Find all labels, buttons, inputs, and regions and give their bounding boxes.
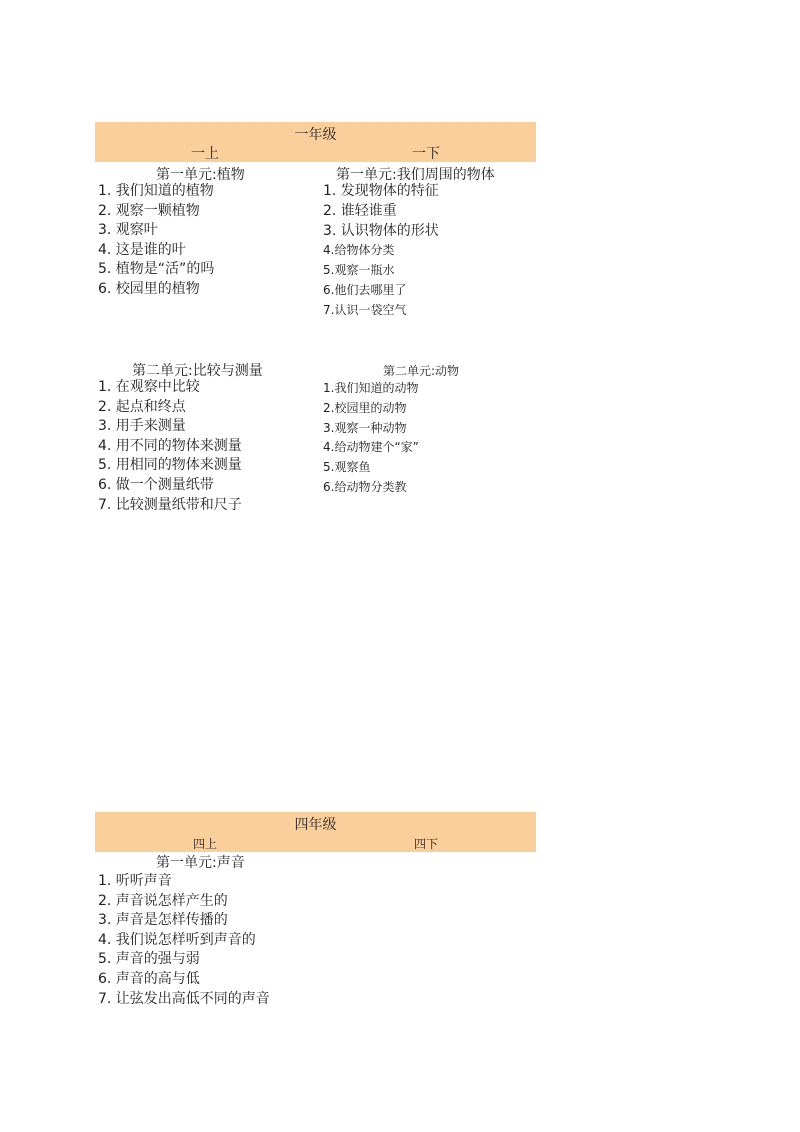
list-item: 3. 观察叶 [98,222,158,239]
grade1-left-unit2-list [98,378,242,515]
grade1-right-unit1-title: 第一单元:我们周围的物体 [336,167,495,183]
list-item: 6.给动物分类教 [323,479,407,494]
list-item: 1. 听听声音 [98,873,172,889]
grade4-term-right: 四下 [413,837,438,851]
grade1-left-unit1-title: 第一单元:植物 [156,167,245,183]
grade1-section [95,122,536,513]
grade4-section [95,812,536,1007]
grade4-left-unit1-list [98,872,270,1009]
grade1-term-left: 一上 [191,146,219,162]
list-item: 2. 谁轻谁重 [323,202,397,219]
grade1-left-unit1-list [98,182,214,300]
list-item: 1.我们知道的动物 [323,381,419,395]
grade4-title: 四年级 [294,817,337,833]
list-item: 1. 发现物体的特征 [323,183,439,199]
list-item: 2. 声音说怎样产生的 [98,892,228,909]
grade4-term-left: 四上 [192,837,217,851]
list-item: 5. 用相同的物体来测量 [98,457,242,474]
grade1-left-unit2-title: 第二单元:比较与测量 [132,363,263,379]
list-item: 7. 让弦发出高低不同的声音 [98,990,270,1007]
list-item: 6. 做一个测量纸带 [98,476,214,493]
list-item: 5.观察鱼 [323,460,371,475]
list-item: 6. 校园里的植物 [98,280,200,297]
list-item: 4. 我们说怎样听到声音的 [98,931,256,948]
list-item: 6. 声音的高与低 [98,970,200,987]
list-item: 3. 用手来测量 [98,418,186,435]
grade1-term-right: 一下 [412,146,440,162]
grade4-left-unit1-title: 第一单元:声音 [156,855,245,871]
list-item: 7.认识一袋空气 [323,302,407,317]
grade1-right-unit1-list [323,182,439,321]
grade1-right-unit2-title: 第二单元:动物 [383,364,460,378]
list-item: 4. 这是谁的叶 [98,241,186,258]
list-item: 2.校园里的动物 [323,400,407,415]
list-item: 4.给动物建个“家” [323,440,419,455]
list-item: 2. 观察一颗植物 [98,202,200,219]
list-item: 5.观察一瓶水 [323,263,395,278]
list-item: 4. 用不同的物体来测量 [98,437,242,454]
grade4-header [95,812,536,852]
list-item: 5. 声音的强与弱 [98,951,200,968]
list-item: 7. 比较测量纸带和尺子 [98,496,242,513]
list-item: 5. 植物是“活”的吗 [98,261,215,278]
grade1-title: 一年级 [294,127,337,143]
list-item: 1. 我们知道的植物 [98,183,214,199]
list-item: 4.给物体分类 [323,243,395,258]
list-item: 1. 在观察中比较 [98,379,200,395]
grade1-right-unit2-list [323,379,419,498]
grade1-header [95,122,536,162]
list-item: 3. 声音是怎样传播的 [98,912,228,929]
list-item: 6.他们去哪里了 [323,282,407,297]
list-item: 3. 认识物体的形状 [323,222,439,239]
list-item: 2. 起点和终点 [98,398,186,415]
list-item: 3.观察一种动物 [323,420,407,435]
